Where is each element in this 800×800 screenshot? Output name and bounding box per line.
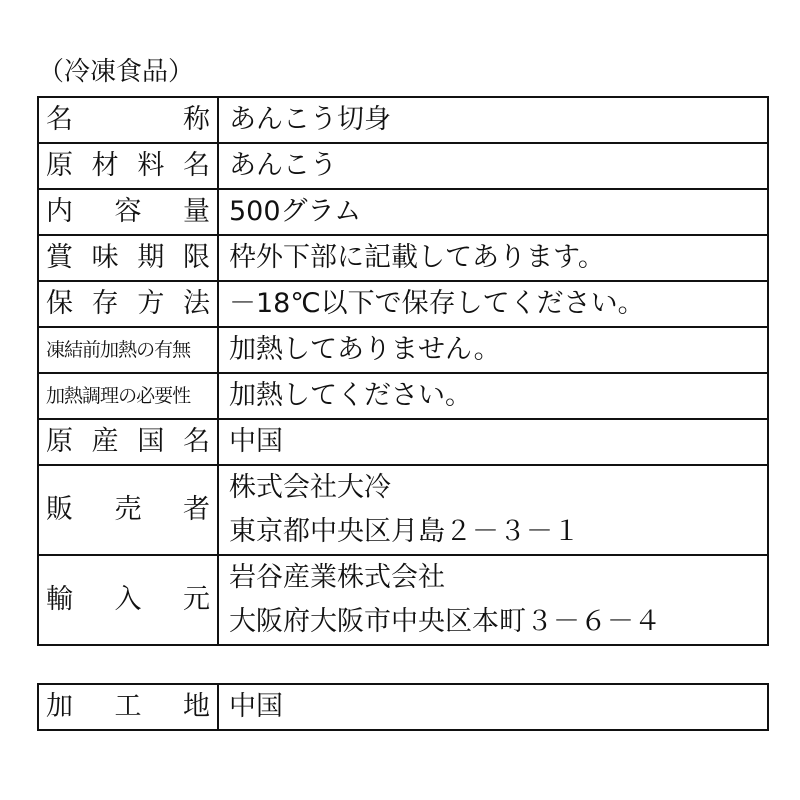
row-value: 枠外下部に記載してあります。 (229, 242, 605, 273)
row-label: 内 容 量 (46, 196, 210, 227)
label-row (38, 281, 768, 327)
label-row (38, 143, 768, 189)
row-label: 加 熱 調 理 の 必 要 性 (46, 385, 191, 407)
row-value-cell (218, 555, 768, 645)
row-label: 名 称 (46, 104, 210, 135)
row-value-cell (218, 281, 768, 327)
row-label-cell (38, 189, 218, 235)
label-row (38, 327, 768, 373)
label-row (38, 555, 768, 645)
row-value-cell (218, 97, 768, 143)
row-label: 原 材 料 名 (46, 150, 210, 181)
row-value: あんこう (229, 150, 337, 181)
row-value-line: 大阪府大阪市中央区本町３－６－４ (229, 606, 661, 637)
label-row (38, 97, 768, 143)
processing-location-table (37, 683, 769, 731)
row-value-line: 株式会社大冷 (229, 472, 391, 503)
product-category-caption: （冷凍食品） (38, 57, 195, 87)
row-value: 加熱してください。 (229, 380, 472, 411)
row-value-line: 岩谷産業株式会社 (229, 562, 445, 593)
row-value-cell (218, 373, 768, 419)
row-label-cell (38, 373, 218, 419)
row-label-cell (38, 684, 218, 730)
food-label-table (37, 96, 769, 646)
label-row (38, 373, 768, 419)
row-label-cell (38, 555, 218, 645)
row-value-cell (218, 189, 768, 235)
processing-location-body (38, 684, 768, 730)
row-value-line: 東京都中央区月島２－３－１ (229, 516, 580, 547)
row-value-cell (218, 684, 768, 730)
label-row (38, 419, 768, 465)
row-label: 保 存 方 法 (46, 288, 210, 319)
row-label-cell (38, 143, 218, 189)
label-row (38, 189, 768, 235)
row-value: －18℃以下で保存してください。 (229, 288, 645, 319)
row-label: 輸 入 元 (46, 584, 210, 615)
row-value: 中国 (229, 426, 283, 457)
label-row (38, 465, 768, 555)
row-value: 加熱してありません。 (229, 334, 501, 365)
row-value-cell (218, 465, 768, 555)
row-label-cell (38, 327, 218, 373)
food-label-body (38, 97, 768, 645)
row-value-cell (218, 235, 768, 281)
row-value: 500グラム (229, 196, 362, 227)
row-label: 販 売 者 (46, 494, 210, 525)
row-label-cell (38, 419, 218, 465)
row-label: 原 産 国 名 (46, 426, 210, 457)
row-label-cell (38, 97, 218, 143)
row-value-cell (218, 419, 768, 465)
row-label-cell (38, 281, 218, 327)
row-label-cell (38, 465, 218, 555)
row-label: 加 工 地 (46, 691, 210, 722)
row-label: 凍 結 前 加 熱 の 有 無 (46, 339, 191, 361)
row-label: 賞 味 期 限 (46, 242, 210, 273)
row-value-cell (218, 327, 768, 373)
processing-row (38, 684, 768, 730)
row-value: 中国 (229, 691, 283, 722)
label-row (38, 235, 768, 281)
row-value-cell (218, 143, 768, 189)
row-value: あんこう切身 (229, 104, 391, 135)
row-label-cell (38, 235, 218, 281)
